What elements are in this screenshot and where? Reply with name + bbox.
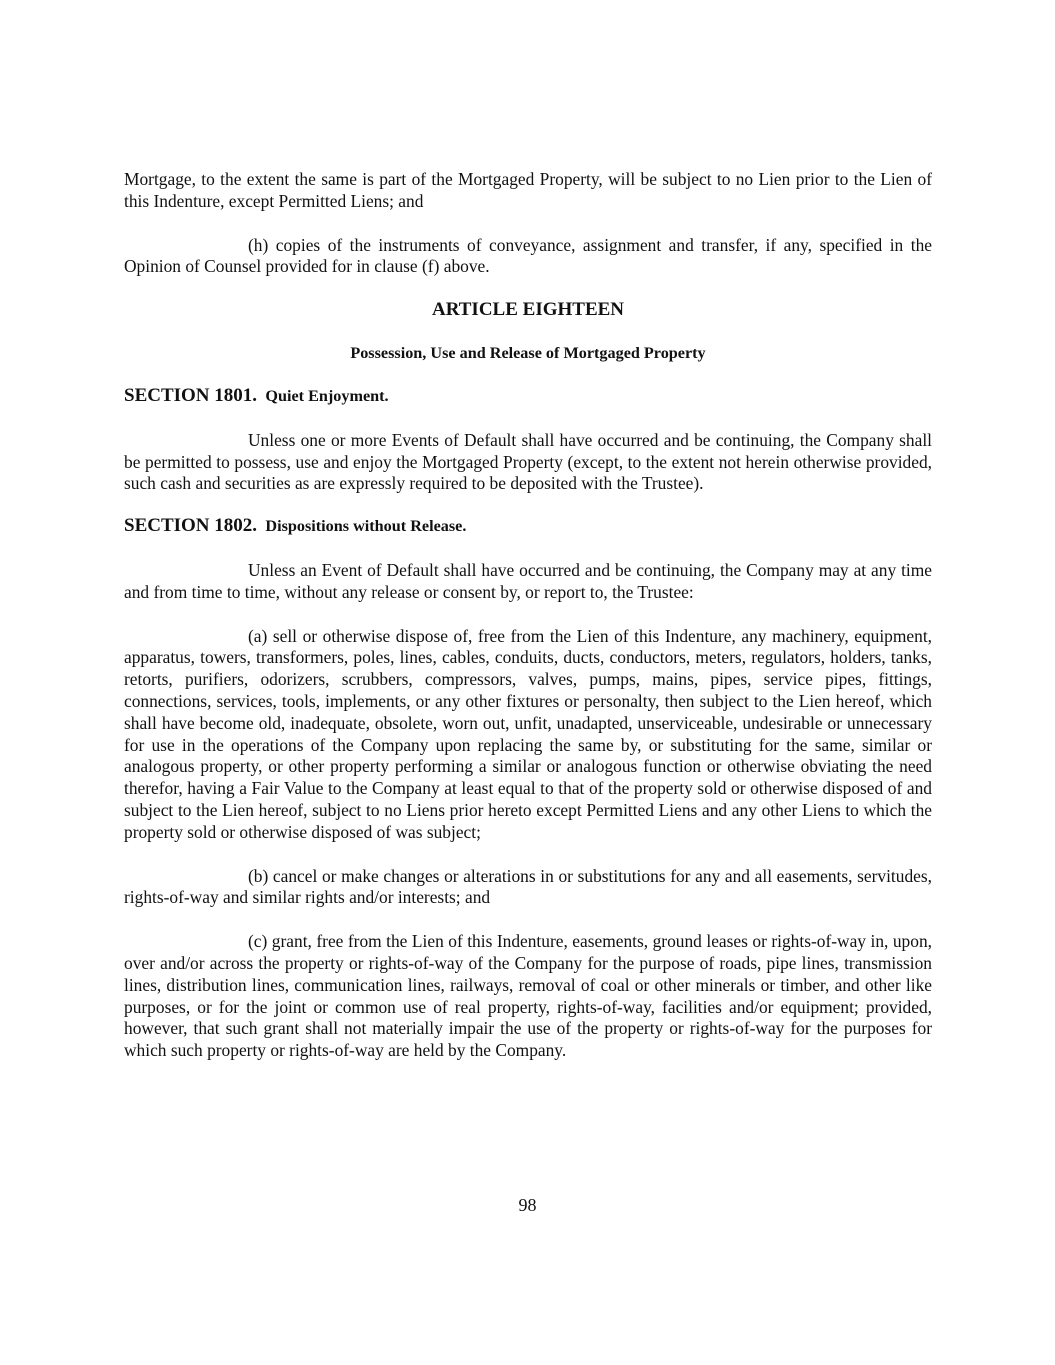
article-subtitle: Possession, Use and Release of Mortgaged Property — [350, 344, 706, 363]
section-1801-title: Quiet Enjoyment. — [265, 386, 389, 405]
section-1802-intro: Unless an Event of Default shall have occurred and be continuing, the Company may at any time and from time to time, without any release or consent by, or report to, the Trustee: — [124, 559, 932, 602]
section-1802-title: Dispositions without Release. — [265, 517, 467, 536]
clause-h-paragraph: (h) copies of the instruments of conveyance, assignment and transfer, if any, specified in the Opinion of Counsel provided for in clause (f) above. — [124, 234, 932, 277]
section-1801-heading — [124, 385, 932, 408]
section-1801-number: SECTION 1801. — [124, 384, 258, 406]
section-1802-heading — [124, 515, 932, 538]
clause-a-paragraph: (a) sell or otherwise dispose of, free from the Lien of this Indenture, any machinery, equipment, apparatus, towers, transformers, poles, lines, cables, conduits, ducts, conductors, meters, regulators, holders, tanks, retorts, purifiers, odorizers, scrubbers, compressors, valves, pumps, mains, pipes, service pipes, fittings, connections, services, tools, implements, or any other fixtures or personalty, then subject to the Lien hereof, which shall have become old, inadequate, obsolete, worn out, unfit, unadapted, unserviceable, undesirable or unnecessary for use in the operations of the Company upon replacing the same by, or substituting for the same, similar or analogous property, or other property performing a similar or analogous function or otherwise obviating the need therefor, having a Fair Value to the Company at least equal to that of the property sold or otherwise disposed of and subject to the Lien hereof, subject to no Liens prior hereto except Permitted Liens and any other Liens to which the property sold or otherwise disposed of was subject; — [124, 625, 932, 842]
clause-b-paragraph: (b) cancel or make changes or alterations in or substitutions for any and all easements, servitudes, rights-of-way and similar rights and/or interests; and — [124, 865, 932, 908]
article-title: ARTICLE EIGHTEEN — [431, 299, 625, 321]
page-number: 98 — [518, 1195, 537, 1215]
continuation-paragraph: Mortgage, to the extent the same is part of the Mortgaged Property, will be subject to no Lien prior to the Lien of this Indenture, except Permitted Liens; and — [124, 169, 932, 211]
section-1801-body: Unless one or more Events of Default shall have occurred and be continuing, the Company shall be permitted to possess, use and enjoy the Mortgaged Property (except, to the extent not herein otherwise provided, such cash and securities as are expressly required to be deposited with the Trustee). — [124, 429, 932, 494]
section-1802-number: SECTION 1802. — [124, 515, 258, 537]
document-page — [124, 169, 932, 1062]
clause-c-paragraph: (c) grant, free from the Lien of this Indenture, easements, ground leases or rights-of-way in, upon, over and/or across the property or rights-of-way of the Company for the purpose of roads, pipe lines, transmission lines, distribution lines, communication lines, railways, removal of coal or other minerals or timber, and other like purposes, or for the joint or common use of real property, rights-of-way, facilities and/or equipment; provided, however, that such grant shall not materially impair the use of the property or rights-of-way for the purposes for which such property or rights-of-way are held by the Company. — [124, 931, 932, 1061]
